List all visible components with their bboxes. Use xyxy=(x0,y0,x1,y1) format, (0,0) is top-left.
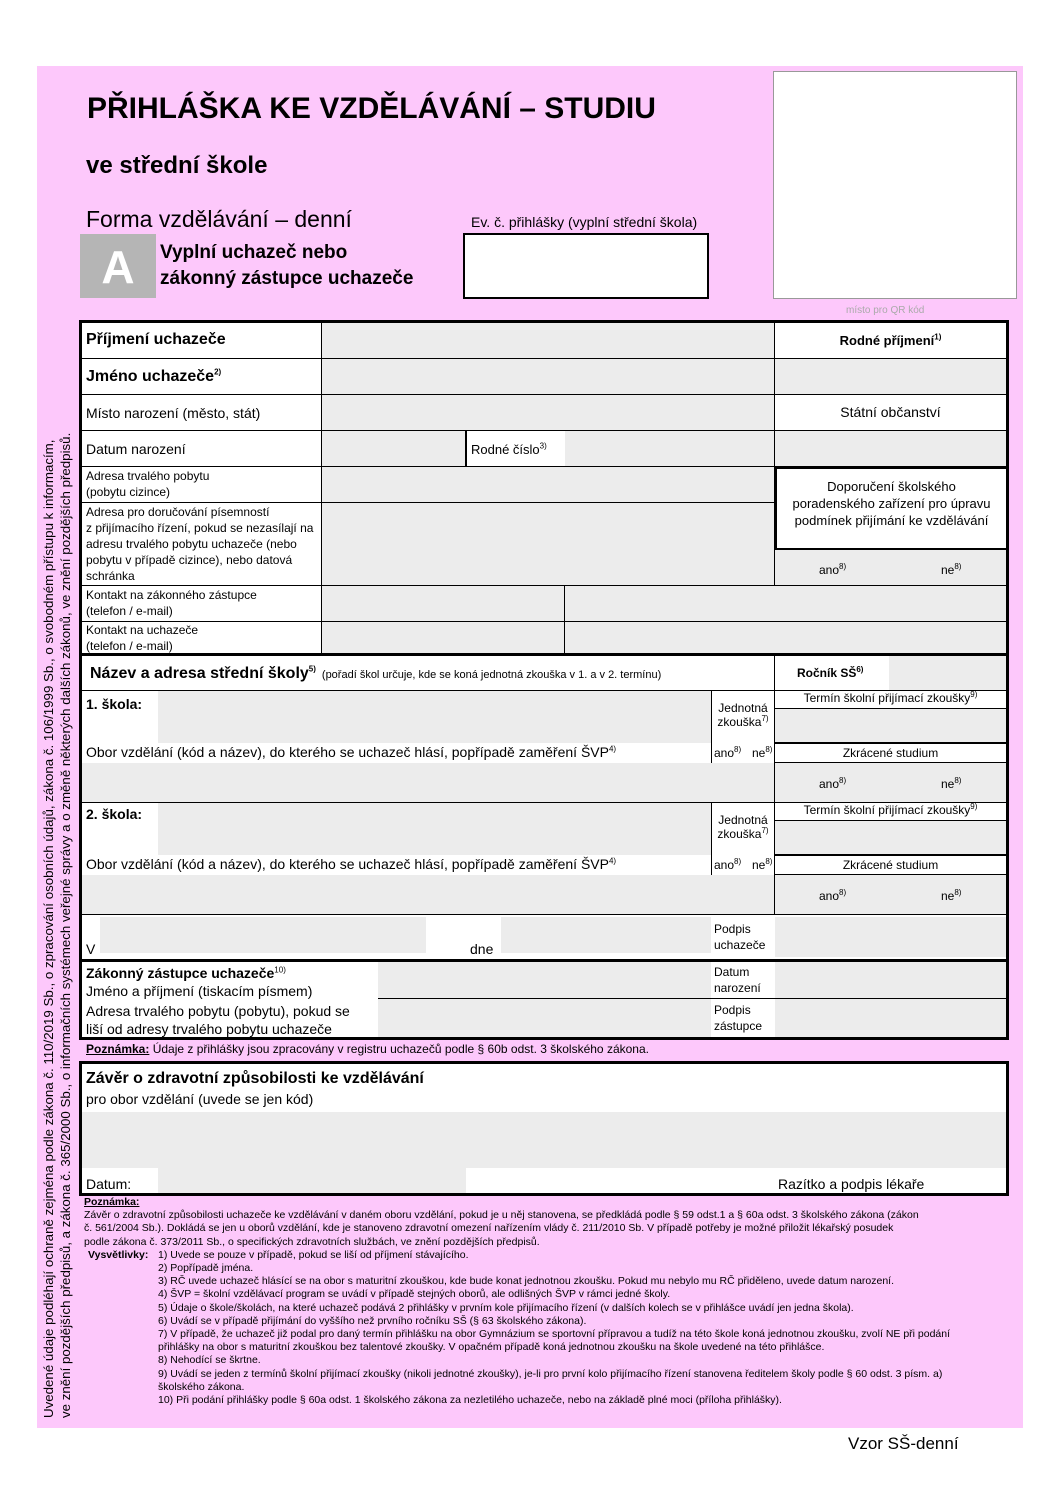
school2-label-cell xyxy=(82,803,158,855)
citizenship-input[interactable] xyxy=(775,431,1006,467)
registry-note-text: Údaje z přihlášky jsou zpracovány v registru uchazečů podle § 60b odst. 3 školského zákona. xyxy=(149,1042,649,1056)
contact-rep-label-2: (telefon / e-mail) xyxy=(86,604,173,618)
school2-field-input[interactable] xyxy=(82,875,775,915)
schools-table xyxy=(79,653,1009,962)
footnote-item: 6) Uvádí se v případě přijímání do vyššího než prvního ročníku SŠ (§ 63 školského zákona). xyxy=(158,1314,587,1327)
delivery-label-3: adresu trvalého pobytu uchazeče (nebo xyxy=(86,537,297,551)
footnote-note-1: Závěr o zdravotní způsobilosti uchazeče ke vzdělávání v daném oboru vzdělání, pokud je u něj stanovena, se předkládá podle § 59 odst.1 a § 60a odst. 3 školského zákona (zákon xyxy=(84,1209,919,1222)
contact-rep-phone-input[interactable] xyxy=(322,586,565,622)
school1-exam-term-sup: 9) xyxy=(970,690,978,699)
birth-surname-label-cell xyxy=(775,323,1006,359)
representative-table xyxy=(79,959,1009,1040)
ev-number-label: Ev. č. přihlášky (vyplní střední škola) xyxy=(471,214,698,230)
address-label-2: (pobytu cizince) xyxy=(86,485,171,499)
school1-joint-label-1: Jednotná xyxy=(718,701,768,715)
rep-sign-label-2: zástupce xyxy=(714,1019,763,1033)
contact-app-label-1: Kontakt na uchazeče xyxy=(86,623,199,637)
footnote-item: přihlášky na obor s maturitní zkouškou bez talentové zkoušky. V opačném případě koná jednotnou zkoušku na škole uvedené na této přihlášce. xyxy=(158,1341,825,1354)
school1-shortened-no-sup: 8) xyxy=(954,776,962,785)
yes-sup: 8) xyxy=(839,562,847,571)
grade-input[interactable] xyxy=(889,656,1006,691)
birthplace-label: Místo narození (město, stát) xyxy=(86,405,261,421)
page-title: PŘIHLÁŠKA KE VZDĚLÁVÁNÍ – STUDIU xyxy=(87,92,656,125)
school2-exam-term-sup: 9) xyxy=(970,802,978,811)
footnote-note-2: č. 561/2004 Sb.). Dokládá se jen u oborů vzdělání, kde je stanoveno zdravotní omezení nařízením vlády č. 211/2010 Sb. V případě potřeby je možné přiložit lékařský posudek xyxy=(84,1222,894,1235)
school2-shortened-choice[interactable] xyxy=(775,875,1006,915)
school1-field-label: Obor vzdělání (kód a název), do kterého se uchazeč hlásí, popřípadě zaměření ŠVP xyxy=(86,744,609,760)
registry-note-label: Poznámka: xyxy=(86,1042,150,1056)
delivery-input[interactable] xyxy=(322,503,775,586)
citizenship-label-cell xyxy=(775,395,1006,431)
school2-shortened-label: Zkrácené studium xyxy=(842,858,939,872)
grade-label-cell xyxy=(775,656,889,691)
place-label: V xyxy=(86,941,96,957)
birth-number-label-cell xyxy=(465,431,565,467)
rep-address-label-1: Adresa trvalého pobytu (pobytu), pokud se xyxy=(86,1003,350,1019)
footnote-item: 8) Nehodící se škrtne. xyxy=(158,1354,261,1367)
birthdate-input[interactable] xyxy=(322,431,465,467)
birthplace-row xyxy=(82,395,322,431)
surname-row xyxy=(82,323,322,359)
school2-joint-no-sup: 8) xyxy=(765,857,773,866)
school2-shortened-label-cell xyxy=(775,855,1006,875)
school1-joint-yes[interactable]: ano xyxy=(714,746,735,760)
school1-joint-yes-sup: 8) xyxy=(734,745,742,754)
birth-surname-label: Rodné příjmení xyxy=(839,333,935,348)
school1-exam-term-input[interactable] xyxy=(775,709,1006,743)
school2-joint-choice[interactable] xyxy=(711,855,775,875)
date-input[interactable] xyxy=(501,917,711,953)
birth-number-input[interactable] xyxy=(565,431,775,467)
ev-number-box[interactable] xyxy=(463,233,709,299)
recommendation-no[interactable]: ne xyxy=(941,563,955,577)
no-sup: 8) xyxy=(954,562,962,571)
contact-rep-row xyxy=(82,586,322,622)
school1-field-label-cell xyxy=(82,743,711,763)
schools-heading: Název a adresa střední školy xyxy=(90,665,309,682)
health-stamp-label: Razítko a podpis lékaře xyxy=(778,1176,925,1192)
school2-exam-term-label-cell xyxy=(775,803,1006,821)
school2-exam-term-input[interactable] xyxy=(775,821,1006,855)
rep-sign-label-cell xyxy=(711,999,775,1037)
health-field-input[interactable] xyxy=(82,1112,1006,1168)
rep-title: Zákonný zástupce uchazeče xyxy=(86,965,275,981)
health-title: Závěr o zdravotní způsobilosti ke vzdělávání xyxy=(86,1070,424,1087)
applicant-sign-label-2: uchazeče xyxy=(714,938,766,952)
contact-app-label-2: (telefon / e-mail) xyxy=(86,639,173,653)
contact-app-row xyxy=(82,622,322,653)
schools-heading-note: (pořadí škol určuje, kde se koná jednotná zkouška v 1. a v 2. termínu) xyxy=(321,669,662,681)
section-instruction-2: zákonný zástupce uchazeče xyxy=(160,268,414,289)
footnote-item: 4) ŠVP = školní vzdělávací program se uvádí v případě stejných oborů, ale odlišných ŠVP v rámci jedné školy. xyxy=(158,1288,671,1301)
health-date-label: Datum: xyxy=(86,1176,132,1192)
school1-joint-sup: 7) xyxy=(761,714,769,723)
birth-number-label: Rodné číslo xyxy=(471,442,540,457)
birth-surname-sup: 1) xyxy=(934,332,942,342)
school1-shortened-no[interactable]: ne xyxy=(941,777,955,791)
footnote-item: 9) Uvádí se jeden z termínů školní přijímací zkoušky (nikoli jednotné zkoušky), je-li pro první kolo přijímacího řízení stanovena ředitelem školy podle § 60 odst. 3 písm. a) xyxy=(158,1367,943,1380)
grade-sup: 6) xyxy=(856,665,864,674)
school2-field-label-cell xyxy=(82,855,711,875)
birthdate-row xyxy=(82,431,322,467)
rep-signature-input[interactable] xyxy=(775,999,1006,1037)
recommendation-choice[interactable] xyxy=(775,550,1006,586)
footnote-item: 10) Při podání přihlášky podle § 60a odst. 1 školského zákona za nezletilého uchazeče, nebo na základě plné moci (příloha přihlášky). xyxy=(158,1394,782,1407)
school2-joint-no[interactable]: ne xyxy=(752,858,766,872)
section-instruction-1: Vyplní uchazeč nebo xyxy=(160,242,348,263)
address-label-1: Adresa trvalého pobytu xyxy=(86,469,210,483)
school2-label: 2. škola: xyxy=(86,806,143,822)
registry-note xyxy=(86,1042,649,1056)
birth-surname-input[interactable] xyxy=(775,359,1006,395)
name-label: Jméno uchazeče xyxy=(86,368,215,385)
schools-heading-sup: 5) xyxy=(308,664,316,674)
contact-rep-email-input[interactable] xyxy=(565,586,1006,622)
rep-name-input[interactable] xyxy=(378,962,711,999)
school1-shortened-label-cell xyxy=(775,743,1006,763)
school1-joint-no[interactable]: ne xyxy=(752,746,766,760)
place-input[interactable] xyxy=(100,917,426,953)
contact-rep-label-1: Kontakt na zákonného zástupce xyxy=(86,588,257,602)
school2-shortened-yes-sup: 8) xyxy=(839,888,847,897)
school1-label-cell xyxy=(82,691,158,743)
surname-label: Příjmení uchazeče xyxy=(86,331,226,348)
contact-app-phone-input[interactable] xyxy=(322,622,565,653)
page-subtitle: ve střední škole xyxy=(86,152,268,179)
school2-shortened-no[interactable]: ne xyxy=(941,889,955,903)
health-date-input[interactable] xyxy=(158,1168,466,1193)
rep-birthdate-label-2: narození xyxy=(714,981,761,995)
surname-input[interactable] xyxy=(322,323,775,359)
school1-shortened-yes[interactable]: ano xyxy=(819,777,840,791)
school1-joint-cell xyxy=(711,691,775,743)
rep-birthdate-label-1: Datum xyxy=(714,965,750,979)
footnote-item: 5) Údaje o škole/školách, na které uchazeč podává 2 přihlášky v prvním kole přijímacího řízení (v dalších kolech se v přihlášce uvádí jen jedna škola). xyxy=(158,1301,854,1314)
school1-exam-term-label: Termín školní přijímací zkoušky xyxy=(803,691,971,705)
school2-shortened-yes[interactable]: ano xyxy=(819,889,840,903)
school1-exam-term-label-cell xyxy=(775,691,1006,709)
footnote-note-label: Poznámka: xyxy=(84,1196,140,1208)
applicant-table xyxy=(79,320,1009,656)
health-subtitle: pro obor vzdělání (uvede se jen kód) xyxy=(86,1091,314,1107)
delivery-row xyxy=(82,503,322,586)
side-legal-text-1: Uvedené údaje podléhají ochraně zejména podle zákona č. 110/2019 Sb., o zpracování osobních údajů, zákona č. 106/1999 Sb., o svobodném přístupu k informacím, xyxy=(41,439,56,1418)
side-legal-text-2: ve znění pozdějších předpisů, a zákona č. 365/2000 Sb., o informačních systémech veřejné správy a o změně některých dalších zákonů, ve znění pozdějších předpisů. xyxy=(58,432,73,1418)
school1-shortened-yes-sup: 8) xyxy=(839,776,847,785)
footnote-note-3: podle zákona č. 373/2011 Sb., o specifických zdravotních službách, ve znění pozdějších předpisů. xyxy=(84,1235,540,1248)
birth-number-sup: 3) xyxy=(539,441,547,451)
footnote-item: 7) V případě, že uchazeč již podal pro daný termín přihlášku na obor Gymnázium se sportovní přípravou a tudíž na této škole koná jednotnou zkoušku, zvolí NE při podání xyxy=(158,1328,951,1341)
form-type: Forma vzdělávání – denní xyxy=(86,206,352,232)
qr-code-box xyxy=(773,71,1017,299)
footnote-item: školského zákona. xyxy=(158,1380,245,1393)
school2-joint-label-1: Jednotná xyxy=(718,813,768,827)
school2-field-label: Obor vzdělání (kód a název), do kterého se uchazeč hlásí, popřípadě zaměření ŠVP xyxy=(86,856,609,872)
school2-exam-term-label: Termín školní přijímací zkoušky xyxy=(803,803,971,817)
school1-label: 1. škola: xyxy=(86,696,143,712)
grade-label: Ročník SŠ xyxy=(797,666,857,680)
recommendation-box xyxy=(775,467,1006,550)
signature-row xyxy=(82,915,1006,959)
delivery-label-2: z přijímacího řízení, pokud se nezasílají na xyxy=(86,521,314,535)
recommendation-label-3: podmínek přijímání ke vzdělávání xyxy=(794,513,989,528)
footnote-item: 2) Popřípadě jména. xyxy=(158,1262,254,1275)
applicant-signature-input[interactable] xyxy=(775,917,1006,957)
date-label: dne xyxy=(470,941,494,957)
school2-field-sup: 4) xyxy=(608,856,617,866)
rep-birthdate-input[interactable] xyxy=(775,962,1006,999)
school2-shortened-no-sup: 8) xyxy=(954,888,962,897)
schools-heading-row xyxy=(82,656,775,691)
footnote-item: 3) RČ uvede uchazeč hlásící se na obor s maturitní zkouškou, kde bude konat jednotnou zkoušku. Pokud mu nebylo mu RČ přiděleno, uvede datum narození. xyxy=(158,1275,895,1288)
explanations-label: Vysvětlivky: xyxy=(88,1248,149,1261)
name-input[interactable] xyxy=(322,359,775,395)
recommendation-label-1: Doporučení školského xyxy=(827,479,956,494)
qr-code-label: místo pro QR kód xyxy=(846,305,925,316)
school1-field-sup: 4) xyxy=(608,744,617,754)
rep-labels xyxy=(82,962,378,1037)
name-row xyxy=(82,359,322,395)
school1-joint-choice[interactable] xyxy=(711,743,775,763)
school1-shortened-choice[interactable] xyxy=(775,763,1006,803)
delivery-label-4: pobytu v případě cizince), nebo datová xyxy=(86,553,293,567)
rep-birthdate-label-cell xyxy=(711,962,775,999)
section-letter: A xyxy=(101,241,135,293)
birthdate-label: Datum narození xyxy=(86,441,186,457)
school2-joint-sup: 7) xyxy=(761,826,769,835)
footnotes xyxy=(84,1196,1004,1407)
school1-shortened-label: Zkrácené studium xyxy=(842,746,939,760)
rep-address-label-2: liší od adresy trvalého pobytu uchazeče xyxy=(86,1021,332,1037)
address-row xyxy=(82,467,322,503)
school2-joint-label-2: zkouška xyxy=(717,827,762,841)
school1-joint-label-2: zkouška xyxy=(717,715,762,729)
rep-address-input[interactable] xyxy=(378,999,711,1037)
rep-name-label: Jméno a příjmení (tiskacím písmem) xyxy=(86,983,313,999)
recommendation-yes[interactable]: ano xyxy=(819,563,840,577)
school1-field-input[interactable] xyxy=(82,763,775,803)
school1-joint-no-sup: 8) xyxy=(765,745,773,754)
school1-input[interactable] xyxy=(158,691,711,743)
school2-joint-yes-sup: 8) xyxy=(734,857,742,866)
school2-joint-yes[interactable]: ano xyxy=(714,858,735,872)
applicant-sign-label-1: Podpis xyxy=(714,922,751,936)
address-input[interactable] xyxy=(322,467,775,503)
footnote-item: 1) Uvede se pouze v případě, pokud se liší od příjmení stávajícího. xyxy=(158,1248,469,1261)
form-template-id: Vzor SŠ-denní xyxy=(848,1434,959,1453)
delivery-label-1: Adresa pro doručování písemností xyxy=(86,505,270,519)
name-sup: 2) xyxy=(214,367,222,377)
rep-sign-label-1: Podpis xyxy=(714,1003,751,1017)
birthplace-input[interactable] xyxy=(322,395,775,431)
recommendation-label-2: poradenského zařízení pro úpravu xyxy=(792,496,991,511)
contact-app-email-input[interactable] xyxy=(565,622,1006,653)
citizenship-label: Státní občanství xyxy=(840,404,941,420)
school2-joint-cell xyxy=(711,803,775,855)
rep-title-sup: 10) xyxy=(274,965,286,975)
school2-input[interactable] xyxy=(158,803,711,855)
delivery-label-5: schránka xyxy=(86,569,135,583)
health-table xyxy=(79,1061,1009,1196)
